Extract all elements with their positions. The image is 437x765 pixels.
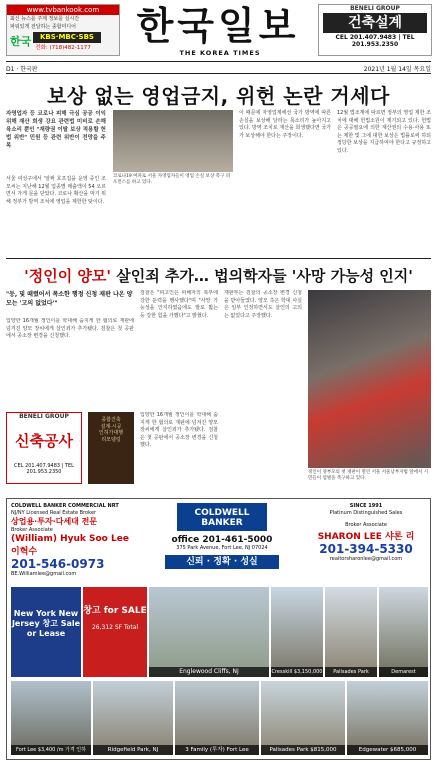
left-ad-line2: 파워있게 전달하는 종합미디어 <box>10 24 76 30</box>
re-right-agent <box>305 503 427 562</box>
re-center <box>147 535 297 569</box>
story2-headline-main: 살인죄 추가… 법의학자들 '사망 가능성 인지' <box>111 267 413 285</box>
re-left-email[interactable]: BE.Williamlee@gmail.com <box>11 570 77 577</box>
story2-col2b: 입양한 16개월 정인이를 학대해 숨지게 한 혐의로 재판에 넘겨진 양모 장씨에게 살인죄가 추가됐다. 검찰은 첫 공판에서 공소장 변경을 신청했다. <box>140 412 218 448</box>
side-ad-line4: 리모델링 <box>101 436 121 443</box>
listing-3family[interactable] <box>175 681 259 755</box>
listing-warehouse-label: 창고 for SALE <box>83 606 147 616</box>
listing-palisades2[interactable] <box>261 681 345 755</box>
listing-fortlee-label: Fort Lee $3,400 /m 가격 인하 <box>11 745 91 755</box>
listing-warehouse-sub: 26,312 SF Total <box>91 624 139 631</box>
story2-lede: "등, 및 때렸어서 폭소한 행정 신청 재판 나온 양모는 '고의 없었다'" <box>6 291 133 307</box>
left-ad[interactable] <box>6 4 120 56</box>
story2-headline-red: '정인이 양모' <box>24 267 111 285</box>
re-left-role: Broker Associate <box>11 527 53 533</box>
listing-englewood-label: Englewood Cliffs, NJ <box>149 667 269 677</box>
story2-col1: 입양한 16개월 정인이를 학대해 숨지게 한 혐의로 재판에 넘겨진 양모 장씨에게 살인죄가 추가됐다. 검찰은 첫 공판에서 공소장 변경을 신청했다. <box>6 318 134 339</box>
story1-photo-caption: 코로나19 여파로 서울 자영업자들이 영업 손실 보상 촉구 퍼포먼스를 하고 있다. <box>113 174 231 185</box>
re-left-tel[interactable]: 201-546-0973 <box>11 556 105 571</box>
listing-edgewater-label: Edgewater $685,000 <box>347 745 428 755</box>
dateline <box>6 64 431 73</box>
story2-headline[interactable] <box>0 265 437 286</box>
story1-col3: 이 때문에 자영업계에선 국가 방역에 따른 손실을 보상해 달라는 목소리가 높아지고 있다. 방역 조치로 재산을 희생했다면 국가가 보상해야 한다는 주장이다. <box>239 110 331 139</box>
masthead-rule <box>6 61 431 62</box>
listing-englewood[interactable] <box>149 587 269 677</box>
re-left-name-ko: 이혁수 <box>11 546 38 557</box>
re-right-award: Platinum Distinguished Sales <box>329 509 403 516</box>
story2-photo <box>308 290 431 468</box>
story2-photo-caption: 정인이 양부모의 첫 재판이 열린 서울 서울남부지법 앞에서 시민들이 엄벌을 촉구하고 있다. <box>308 470 429 481</box>
re-left-desc: NJ/NY Licensed Real Estate Broker <box>11 509 96 516</box>
story2-col3: 재판부는 검찰의 공소장 변경 신청을 받아들였다. 양모 측은 학대 사실은 일부 인정하면서도 살인의 고의는 없었다고 주장했다. <box>224 290 302 319</box>
re-right-tel[interactable]: 201-394-5330 <box>319 541 413 556</box>
re-left-header: COLDWELL BANKER COMMERCIAL NRT <box>11 503 119 509</box>
story-divider <box>6 258 431 259</box>
listing-demarest-label: Demarest <box>379 667 428 677</box>
dateline-date: 2021년 1월 14일 목요일 <box>363 66 431 73</box>
re-right-name: SHARON LEE 샤론 리 <box>317 531 415 542</box>
left-ad-url[interactable]: www.tvbankook.com <box>7 5 119 15</box>
listing-cresskill-label: Cresskill $3,150,000 <box>271 669 323 675</box>
listing-ridgefield[interactable] <box>93 681 173 755</box>
side-ad-line2: 설계·시공 <box>100 423 122 430</box>
listing-palisades[interactable] <box>325 587 377 677</box>
listing-demarest[interactable] <box>379 587 428 677</box>
right-ad[interactable] <box>318 4 432 56</box>
left-ad-logo: 한국 <box>10 35 32 48</box>
left-ad-tel: 전화: (718)482-1177 <box>35 45 91 51</box>
re-motto: 신뢰 · 정확 · 성실 <box>165 555 279 569</box>
dateline-rule <box>6 73 431 74</box>
story1-col4: 12월 법조계에 따르면 정부의 영업 제한 조치에 대해 헌법소원이 제기되고 있다. 헌법은 공공필요에 의한 재산권의 수용·사용 또는 제한 및 그에 대한 보상은 법률로써 하되 정당한 보상을 지급하여야 한다고 규정하고 있다. <box>337 110 431 154</box>
listing-palisades2-label: Palisades Park $815,000 <box>261 745 345 755</box>
beneli-ad-tel: CEL 201.407.9483 | TEL 201.953.2350 <box>14 463 74 475</box>
beneli-ad[interactable] <box>6 412 82 484</box>
re-right-role: Broker Associate <box>345 522 387 528</box>
re-left-slogan: 상업용·투자·다세대 전문 <box>11 517 98 526</box>
listing-cresskill[interactable] <box>271 587 323 677</box>
story1-headline[interactable]: 보상 없는 영업금지, 위헌 논란 거세다 <box>47 84 390 108</box>
left-ad-line1: 최신 뉴스를 주제 정보를 실시간 <box>10 16 80 22</box>
realestate-ad[interactable] <box>6 498 431 760</box>
right-ad-name: 건축설계 <box>323 13 427 33</box>
newspaper-subtitle: THE KOREA TIMES <box>179 49 261 57</box>
dateline-section: D1 · 한국판 <box>6 66 38 73</box>
story1-body: 서울 여성구에서 '알짜 호프집을 운영 중인 조모씨는 지난해 12월 업종별 매출액이 54 오르면서 가게 문을 닫았다. 코로나 확산을 막기 위해 정부가 방역 조치에 영업을 제한한 탓이다. <box>6 176 106 205</box>
beneli-ad-header: BENELI GROUP <box>19 413 69 420</box>
re-right-email[interactable]: realtorsharonlee@gmail.com <box>329 555 403 562</box>
re-address: 375 Park Avenue, Fort Lee, NJ 07024 <box>176 545 268 551</box>
listing-ridgefield-label: Ridgefield Park, NJ <box>93 745 173 755</box>
re-office-tel[interactable]: office 201-461-5000 <box>171 535 273 545</box>
newspaper-title[interactable]: 한국일보 <box>136 3 300 48</box>
listing-palisades-label: Palisades Park <box>325 667 377 677</box>
right-ad-tel: CEL 201.407.9483 | TEL 201.953.2350 <box>335 34 415 48</box>
listing-nynj-label: New York New Jersey 창고 Sale or Lease <box>11 609 81 638</box>
re-brand: COLDWELL BANKER <box>177 503 267 531</box>
story2-col2: 검찰은 "피고인은 피해자의 복부에 강한 둔력을 행사했다"며 "사망 가능성을 인지하였음에도 발로 밟는 등 강한 힘을 가했다"고 밝혔다. <box>140 290 218 319</box>
listing-edgewater[interactable] <box>347 681 428 755</box>
story1-lede: 자영업자 등 코로나 피해 극심 공공 이익 위해 재산 희생 강요 관련법 미비로 손해 육소리 뿐인 "재량권 이탈 보상 적용할 헌법 위반" 민원 등 관련 위반이 전망을 주목 <box>6 111 106 149</box>
side-ad-line3: 인허가대행 <box>98 430 124 436</box>
side-ad-line1: 종합건축 <box>101 417 121 423</box>
story1-photo <box>113 110 233 172</box>
listing-warehouse[interactable] <box>83 587 147 677</box>
listing-fortlee[interactable] <box>11 681 91 755</box>
left-ad-channels: KBS·MBC·SBS <box>33 32 101 43</box>
masthead <box>0 0 437 62</box>
side-ad[interactable] <box>88 412 134 484</box>
re-left-name: (William) Hyuk Soo Lee <box>11 533 129 544</box>
re-left-agent <box>11 503 141 577</box>
listing-nynj[interactable] <box>11 587 81 677</box>
re-right-since: SINCE 1991 <box>349 503 383 509</box>
right-ad-header: BENELI GROUP <box>350 5 400 12</box>
beneli-ad-name: 신축공사 <box>15 432 73 450</box>
listing-3family-label: 3 Family (투자) Fort Lee <box>175 745 259 755</box>
